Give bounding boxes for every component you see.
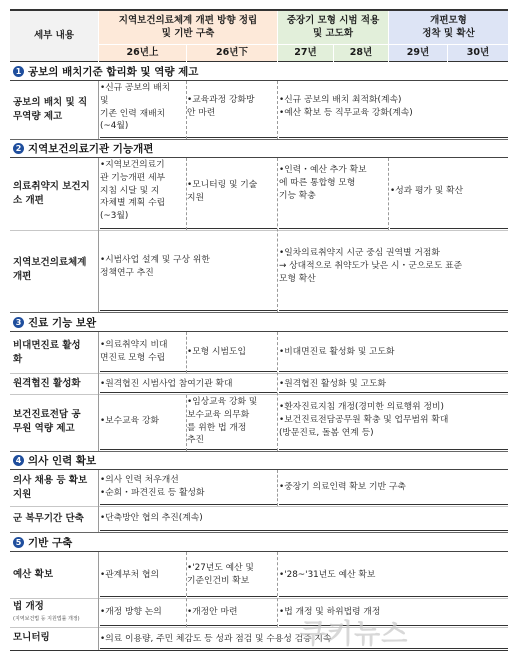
rule bbox=[10, 157, 508, 158]
row-label-law-revision: 법 개정 bbox=[13, 601, 44, 613]
row-sublabel-law-revision: (지역보건법 등 지원법률 개정) bbox=[13, 616, 80, 622]
watermark-logo: 쿠키뉴스 bbox=[300, 619, 409, 650]
row9-cell-26a: •관계부처 협의 bbox=[100, 570, 159, 580]
row9-cell-27-30: •'28~'31년도 예산 확보 bbox=[279, 570, 376, 580]
section-3-title bbox=[10, 313, 508, 331]
row-label-remote-consult: 원격협진 활성화 bbox=[13, 378, 81, 390]
timeline-bar bbox=[279, 504, 508, 505]
grid-line bbox=[277, 158, 278, 312]
row3-cell-27-30: •일차의료취약지 시군 중심 권역별 거점화 → 상대적으로 취약도가 낮은 시・군으로도 표준 모형 확산 bbox=[279, 248, 463, 284]
timeline-bar bbox=[100, 530, 508, 531]
row5-cell-26: •원격협진 시범사업 참여기관 확대 bbox=[100, 379, 233, 389]
section-1-title bbox=[10, 62, 508, 80]
row8-cell-26: •단축방안 협의 추진(계속) bbox=[100, 513, 203, 523]
section-2-title bbox=[10, 140, 508, 157]
grid-line bbox=[186, 158, 187, 230]
grid-line bbox=[186, 552, 187, 627]
header-year-26b: 26년下 bbox=[187, 45, 277, 61]
section-5-number: 5 bbox=[13, 537, 24, 548]
grid-line bbox=[277, 81, 278, 139]
grid-line bbox=[98, 158, 99, 312]
timeline-bar bbox=[100, 625, 186, 626]
rule bbox=[10, 331, 508, 332]
timeline-bar bbox=[187, 625, 277, 626]
header-year-29: 29년 bbox=[389, 45, 447, 61]
section-4-title bbox=[10, 452, 508, 469]
header-year-28: 28년 bbox=[334, 45, 388, 61]
section-2-number: 2 bbox=[13, 143, 24, 154]
timeline-bar bbox=[279, 392, 508, 393]
grid-line bbox=[98, 470, 99, 532]
grid-line bbox=[98, 11, 99, 62]
rule bbox=[10, 551, 508, 552]
rule bbox=[10, 506, 508, 507]
timeline-bar bbox=[100, 392, 277, 393]
timeline-bar bbox=[390, 228, 508, 229]
timeline-bar bbox=[279, 137, 508, 138]
row10-cell-26b: •개정안 마련 bbox=[187, 607, 238, 617]
section-3-label: 진료 기능 보완 bbox=[28, 316, 97, 329]
row2-cell-27-28: •인력・예산 추가 확보 에 따른 통합형 모형 기능 확충 bbox=[279, 165, 367, 201]
row4-cell-27-30: •비대면진료 활성화 및 고도화 bbox=[279, 347, 395, 357]
section-5-label: 기반 구축 bbox=[28, 536, 73, 549]
row4-cell-26a: •의료취약지 비대 면진료 모형 수립 bbox=[100, 340, 168, 363]
grid-line bbox=[186, 45, 187, 62]
section-4-label: 의사 인력 확보 bbox=[28, 455, 97, 467]
section-2-label: 지역보건의료기관 기능개편 bbox=[28, 143, 154, 155]
header-year-26a: 26년上 bbox=[99, 45, 186, 61]
section-1-label: 공보의 배치기준 합리화 및 역량 제고 bbox=[28, 65, 199, 78]
timeline-bar bbox=[279, 596, 508, 597]
row-label-clinic-staff: 보건진료전담 공 무원 역량 제고 bbox=[13, 409, 81, 434]
header-detail-label: 세부 내용 bbox=[10, 11, 98, 61]
row7-cell-26: •의사 인력 처우개선 •순회・파견진료 등 활성화 bbox=[100, 475, 205, 498]
section-4-number: 4 bbox=[13, 455, 24, 466]
row2-cell-29-30: •성과 평가 및 확산 bbox=[390, 186, 464, 196]
header-phase2-title: 중장기 모형 시범 적용 및 고도화 bbox=[278, 11, 388, 44]
timeline-bar bbox=[279, 371, 508, 372]
row10-cell-27-30: •법 개정 및 하위법령 개정 bbox=[279, 607, 381, 617]
row3-cell-26: •시범사업 설계 및 구상 위한 정책연구 추진 bbox=[100, 255, 210, 278]
row-label-vulnerable-area: 의료취약지 보건지 소 개편 bbox=[13, 181, 90, 206]
grid-line bbox=[388, 11, 389, 62]
row-label-doctor-recruit: 의사 채용 등 확보 지원 bbox=[13, 475, 88, 500]
rule bbox=[10, 469, 508, 470]
row2-cell-26a: •지역보건의료기 관 기능개편 세부 지침 시달 및 지 자체별 계획 수립 (~3월) bbox=[100, 160, 166, 221]
row11-cell-26-30: •의료 이용량, 주민 체감도 등 성과 점검 및 수용성 검증 지속 bbox=[100, 634, 332, 644]
timeline-bar bbox=[100, 371, 186, 372]
timeline-bar bbox=[279, 310, 508, 311]
row6-cell-26b: •임상교육 강화 및 보수교육 의무화 를 위한 법 개정 추진 bbox=[187, 397, 258, 446]
grid-line bbox=[98, 332, 99, 451]
section-1-number: 1 bbox=[13, 66, 24, 77]
row5-cell-27-30: •원격협진 활성화 및 고도화 bbox=[279, 379, 387, 389]
grid-line bbox=[98, 552, 99, 650]
row1-cell-27-30: •신규 공보의 배치 최적화(계속) •예산 확보 등 직무교육 강화(계속) bbox=[279, 95, 413, 118]
timeline-bar bbox=[187, 449, 277, 450]
grid-line bbox=[333, 45, 334, 62]
grid-line bbox=[186, 81, 187, 139]
section-5-title bbox=[10, 533, 508, 551]
row1-cell-26b: •교육과정 강화방 안 마련 bbox=[187, 95, 255, 118]
timeline-bar bbox=[187, 596, 277, 597]
row2-cell-26b: •모니터링 및 기술 지원 bbox=[187, 180, 258, 203]
section-3-number: 3 bbox=[13, 317, 24, 328]
timeline-bar bbox=[187, 371, 277, 372]
grid-line bbox=[186, 332, 187, 373]
row-label-monitoring: 모니터링 bbox=[13, 632, 50, 644]
row6-cell-27-30: •환자진료지침 개정(경미한 의료행위 정비) •보건진료전담공무원 확충 및 업무범위 확대 (방문진료, 돌봄 연계 등) bbox=[279, 402, 449, 438]
row4-cell-26b: •모형 시범도입 bbox=[187, 347, 246, 357]
timeline-bar bbox=[279, 449, 508, 450]
rule bbox=[10, 394, 508, 395]
row7-cell-27-30: •중장기 의료인력 확보 기반 구축 bbox=[279, 482, 406, 492]
row9-cell-26b: •'27년도 예산 및 기준인건비 확보 bbox=[187, 563, 254, 586]
row-label-military-service: 군 복무기간 단축 bbox=[13, 513, 84, 525]
header-year-30: 30년 bbox=[448, 45, 508, 61]
rule bbox=[10, 80, 508, 81]
row-label-system-reform: 지역보건의료체계 개편 bbox=[13, 257, 87, 282]
grid-line bbox=[277, 552, 278, 627]
grid-line bbox=[186, 395, 187, 451]
timeline-bar bbox=[100, 449, 186, 450]
grid-line bbox=[98, 81, 99, 139]
row10-cell-26a: •개정 방향 논의 bbox=[100, 607, 162, 617]
row6-cell-26a: •보수교육 강화 bbox=[100, 416, 159, 426]
row-label-telemedicine: 비대면진료 활성 화 bbox=[13, 340, 81, 365]
grid-line bbox=[277, 470, 278, 506]
row1-cell-26a: •신규 공보의 배치 및 기존 인력 재배치 (~4월) bbox=[100, 83, 171, 132]
timeline-bar bbox=[187, 137, 277, 138]
timeline-bar bbox=[100, 504, 277, 505]
timeline-bar bbox=[100, 137, 186, 138]
row-label-budget: 예산 확보 bbox=[13, 569, 54, 581]
timeline-bar bbox=[100, 228, 186, 229]
rule bbox=[10, 373, 508, 374]
timeline-bar bbox=[279, 228, 388, 229]
grid-line bbox=[388, 158, 389, 230]
rule bbox=[10, 230, 508, 231]
grid-line bbox=[447, 45, 448, 62]
timeline-bar bbox=[187, 228, 277, 229]
header-phase3-title: 개편모형 정착 및 확산 bbox=[389, 11, 508, 44]
header-year-27: 27년 bbox=[278, 45, 333, 61]
row-label-public-doctor: 공보의 배치 및 직 무역량 제고 bbox=[13, 97, 88, 122]
header-phase1-title: 지역보건의료체계 개편 방향 정립 및 기반 구축 bbox=[99, 11, 277, 44]
grid-line bbox=[277, 332, 278, 451]
timeline-bar bbox=[100, 596, 186, 597]
timeline-bar bbox=[100, 310, 277, 311]
rule bbox=[10, 598, 508, 599]
grid-line bbox=[277, 11, 278, 62]
